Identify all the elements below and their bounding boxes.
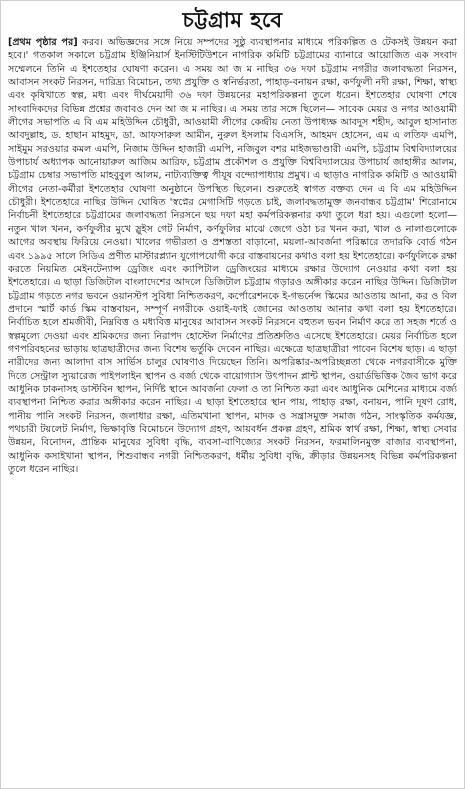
article-paragraph-1: করব। অভিজ্ঞদের সঙ্গে নিয়ে সম্পদের সুষ্ঠু ব্যবস্থাপনার মাধ্যমে পরিকল্পিত ও টেকসই উন্নয়ন করা হবে।' গতকাল সকালে চট্টগ্রাম ইঞ্জিনিয়ার্স ইনস্টিটিউশনে নাগরিক কমিটি চট্টগ্রামের ব্যানারে আয়োজিত এক সংবাদ সম্মেলনে তিনি এ ইশতেহার ঘোষণা করেন। এ সময় আ জ ম নাছির ৩৬ দফা চট্টগ্রাম নগরীর জলাবদ্ধতা নিরসন, আবাসন সংকট নিরসন, দারিদ্র্য বিমোচন, তথ্য প্রযুক্তি ও স্বনির্ভরতা, পাহাড়-বনায়ন রক্ষা, কর্ণফুলী নদী রক্ষা, শিক্ষা, স্বাস্থ্য এবং কৃষিখাতে স্বল্প, মধ্য এবং দীর্ঘমেয়াদী ৩৬ দফা উন্নয়নের মহাপরিকল্পনা তুলে ধরেন। ইশতেহার ঘোষণা শেষে সাংবাদিকদের বিভিন্ন প্রশ্নের জবাবও দেন আ জ ম নাছির। এ সময় তার সঙ্গে ছিলেন— সাবেক মেয়র ও নগর আওয়ামী লীগের সভাপতি এ বি এম মহিউদ্দিন চৌধুরী, আওয়ামী লীগের কেন্দ্রীয় নেতা উপাধ্যক্ষ আবদুস শহীদ, আবুল হাসানাত আবদুল্লাহ, ড. হাছান মাহমুদ, ডা. আফসারুল আমীন, নুরুল ইসলাম বিএসসি, আহমদ হোসেন, এম এ লতিফ এমপি, সাইমুম সরওয়ার কমল এমপি, নিজাম উদ্দিন হাজারী এমপি, নজিবুল বশর মাইজভাণ্ডারী এমপি, চট্টগ্রাম বিশ্ববিদ্যালয়ের উপাচার্য অধ্যাপক আনোয়ারুল আজিম আরিফ, চট্টগ্রাম প্রকৌশল ও প্রযুক্তি বিশ্ববিদ্যালয়ের উপাচার্য জাহাঙ্গীর আলম, চট্টগ্রাম চেম্বার সভাপতি মাহবুবুল আলম, নাট্যব্যক্তিত্ব পীযূষ বন্দ্যোপাধ্যায় প্রমুখ। এ ছাড়াও নাগরিক কমিটি ও আওয়ামী লীগের নেতা-কর্মীরা ইশতেহার ঘোষণা অনুষ্ঠানে উপস্থিত ছিলেন। শুরুতেই স্বাগত বক্তব্য দেন এ বি এম মহিউদ্দিন চৌধুরী। ইশতেহারে নাছির উদ্দিন ঘোষিত 'স্বপ্নের মেগাসিটি গড়তে চাই, জলাবদ্ধতামুক্ত জনবান্ধব চট্টগ্রাম' শিরোনামে নির্বাচনী ইশতেহারে চট্টগ্রামের জলাবদ্ধতা নিরসনে ছয় দফা মহা কর্মপরিকল্পনার কথা তুলে ধরা হয়। এগুলো হলো— নতুন খাল খনন, কর্ণফুলীর মুখে স্লুইস গেট নির্মাণ, কর্ণফুলির মাঝে জেগে ওঠা চর খনন করা, খাল ও নালাগুলোকে আগের অবস্থায় ফিরিয়ে নেওয়া। খালের গভীরতা ও প্রশস্ততা বাড়ানো, ময়লা-আবর্জনা পরিষ্কারে তদারকি বোর্ড গঠন এবং ১৯৯৫ সালে সিডিএ প্রণীত মাস্টারপ্ল্যান যুগোপযোগী করে বাস্তবায়নের কথাও বলা হয় ইশতেহারে। কর্ণফুলিকে রক্ষা করতে নিয়মিত মেইনটেন্যান্স ড্রেজিং এবং ক্যাপিটাল ড্রেজিংয়ের মাধ্যমে রক্ষার উদ্যোগ নেওয়ার কথা বলা হয় ইশতেহারে। এ ছাড়া ডিজিটাল বাংলাদেশের আদলে ডিজিটাল চট্টগ্রাম গড়ারও অঙ্গীকার করেন নাছির উদ্দিন। ডিজিটাল চট্টগ্রাম গড়তে নগর ভবনে ওয়ানস্টপ সুবিধা নিশ্চিতকরণ, কর্পোরেশনকে ই-গভর্নেন্স স্কিমের আওতায় আনা, কর ও বিল প্রদানে স্মার্ট কার্ড স্কিম বাস্তবায়ন, সম্পূর্ণ নগরীকে ওয়াই-ফাই জোনের আওতায় আনার কথা বলা হয় ইশতেহারে। নির্বাচিত হলে শ্রমজীবী, নিম্নবিত্ত ও মধ্যবিত্ত মানুষের আবাসন সংকট নিরসনে বহুতল ভবন নির্মাণ করে তা সহজ শর্তে ও স্বল্পমূল্যে দেওয়া এবং শ্রমিকদের জন্য নিরাপদ হোস্টেল নির্মাণের প্রতিশ্রুতিও এসেছে ইশতেহারে। মেয়র নির্বাচিত হলে গণপরিবহনের ভাড়ায় ছাত্রছাত্রীদের জন্য বিশেষ ভর্তুকি দেবেন নাছির। এক্ষেত্রে ছাত্রছাত্রীরা পাবেন বিশেষ ছাড়। এ ছাড়া নারীদের জন্য আলাদা বাস সার্ভিস চালুর ঘোষণাও দিয়েছেন তিনি। অপরিষ্কার-অপরিচ্ছন্নতা থেকে নগরবাসীকে মুক্তি দিতে সেন্ট্রাল স্যুয়ারেজ পাইপলাইন স্থাপন ও বর্জ্য থেকে বায়োগ্যাস উৎপাদন প্লান্ট স্থাপন, ওয়ার্ডভিত্তিক জৈব ভাগ করে আধুনিক ঢাকনাসহ ডাস্টবিন স্থাপন, নির্দিষ্ট স্থানে আবর্জনা ফেলা ও তা নিশ্চিত করা এবং আধুনিক মেশিনের মাধ্যমে বর্জ্য ব্যবস্থাপনা নিশ্চিত করার অঙ্গীকার করেন নাছির। xyxy=(8,37,457,409)
continued-from-label: [প্রথম পৃষ্ঠার পর] xyxy=(8,37,78,48)
article-body xyxy=(8,36,457,788)
article-paragraph-2: এ ছাড়া ইশতেহারে স্থান পায়, পাহাড় রক্ষা, বনায়ন, পানি দূষণ রোধ, পানীয় পানি সংকট নিরসন, জলাধার রক্ষা, এতিমখানা স্থাপন, মাদক ও সন্ত্রাসমুক্ত সমাজ গঠন, সাংস্কৃতিক কর্মযজ্ঞ, পথচারী টয়লেট নির্মাণ, ভিক্ষাবৃত্তি বিমোচনে উদ্যোগ গ্রহণ, আয়বর্ধন প্রকল্প গ্রহণ, শ্রমিক স্বার্থ রক্ষা, শিক্ষা, স্বাস্থ্য সেবার উন্নয়ন, বিনোদন, প্রান্তিক মানুষের সুবিধা বৃদ্ধি, ব্যবসা-বাণিজ্যের সংকট নিরসন, ফরমালিনমুক্ত বাজার ব্যবস্থাপনা, আধুনিক কসাইখানা স্থাপন, শিশুবান্ধব নগরী নিশ্চিতকরণ, ধর্মীয় সুবিধা বৃদ্ধি, ক্রীড়ার উন্নয়নসহ বিভিন্ন কর্মপরিকল্পনা তুলে ধরেন নাছির। xyxy=(8,397,457,475)
headline: চট্টগ্রাম হবে xyxy=(182,7,283,32)
